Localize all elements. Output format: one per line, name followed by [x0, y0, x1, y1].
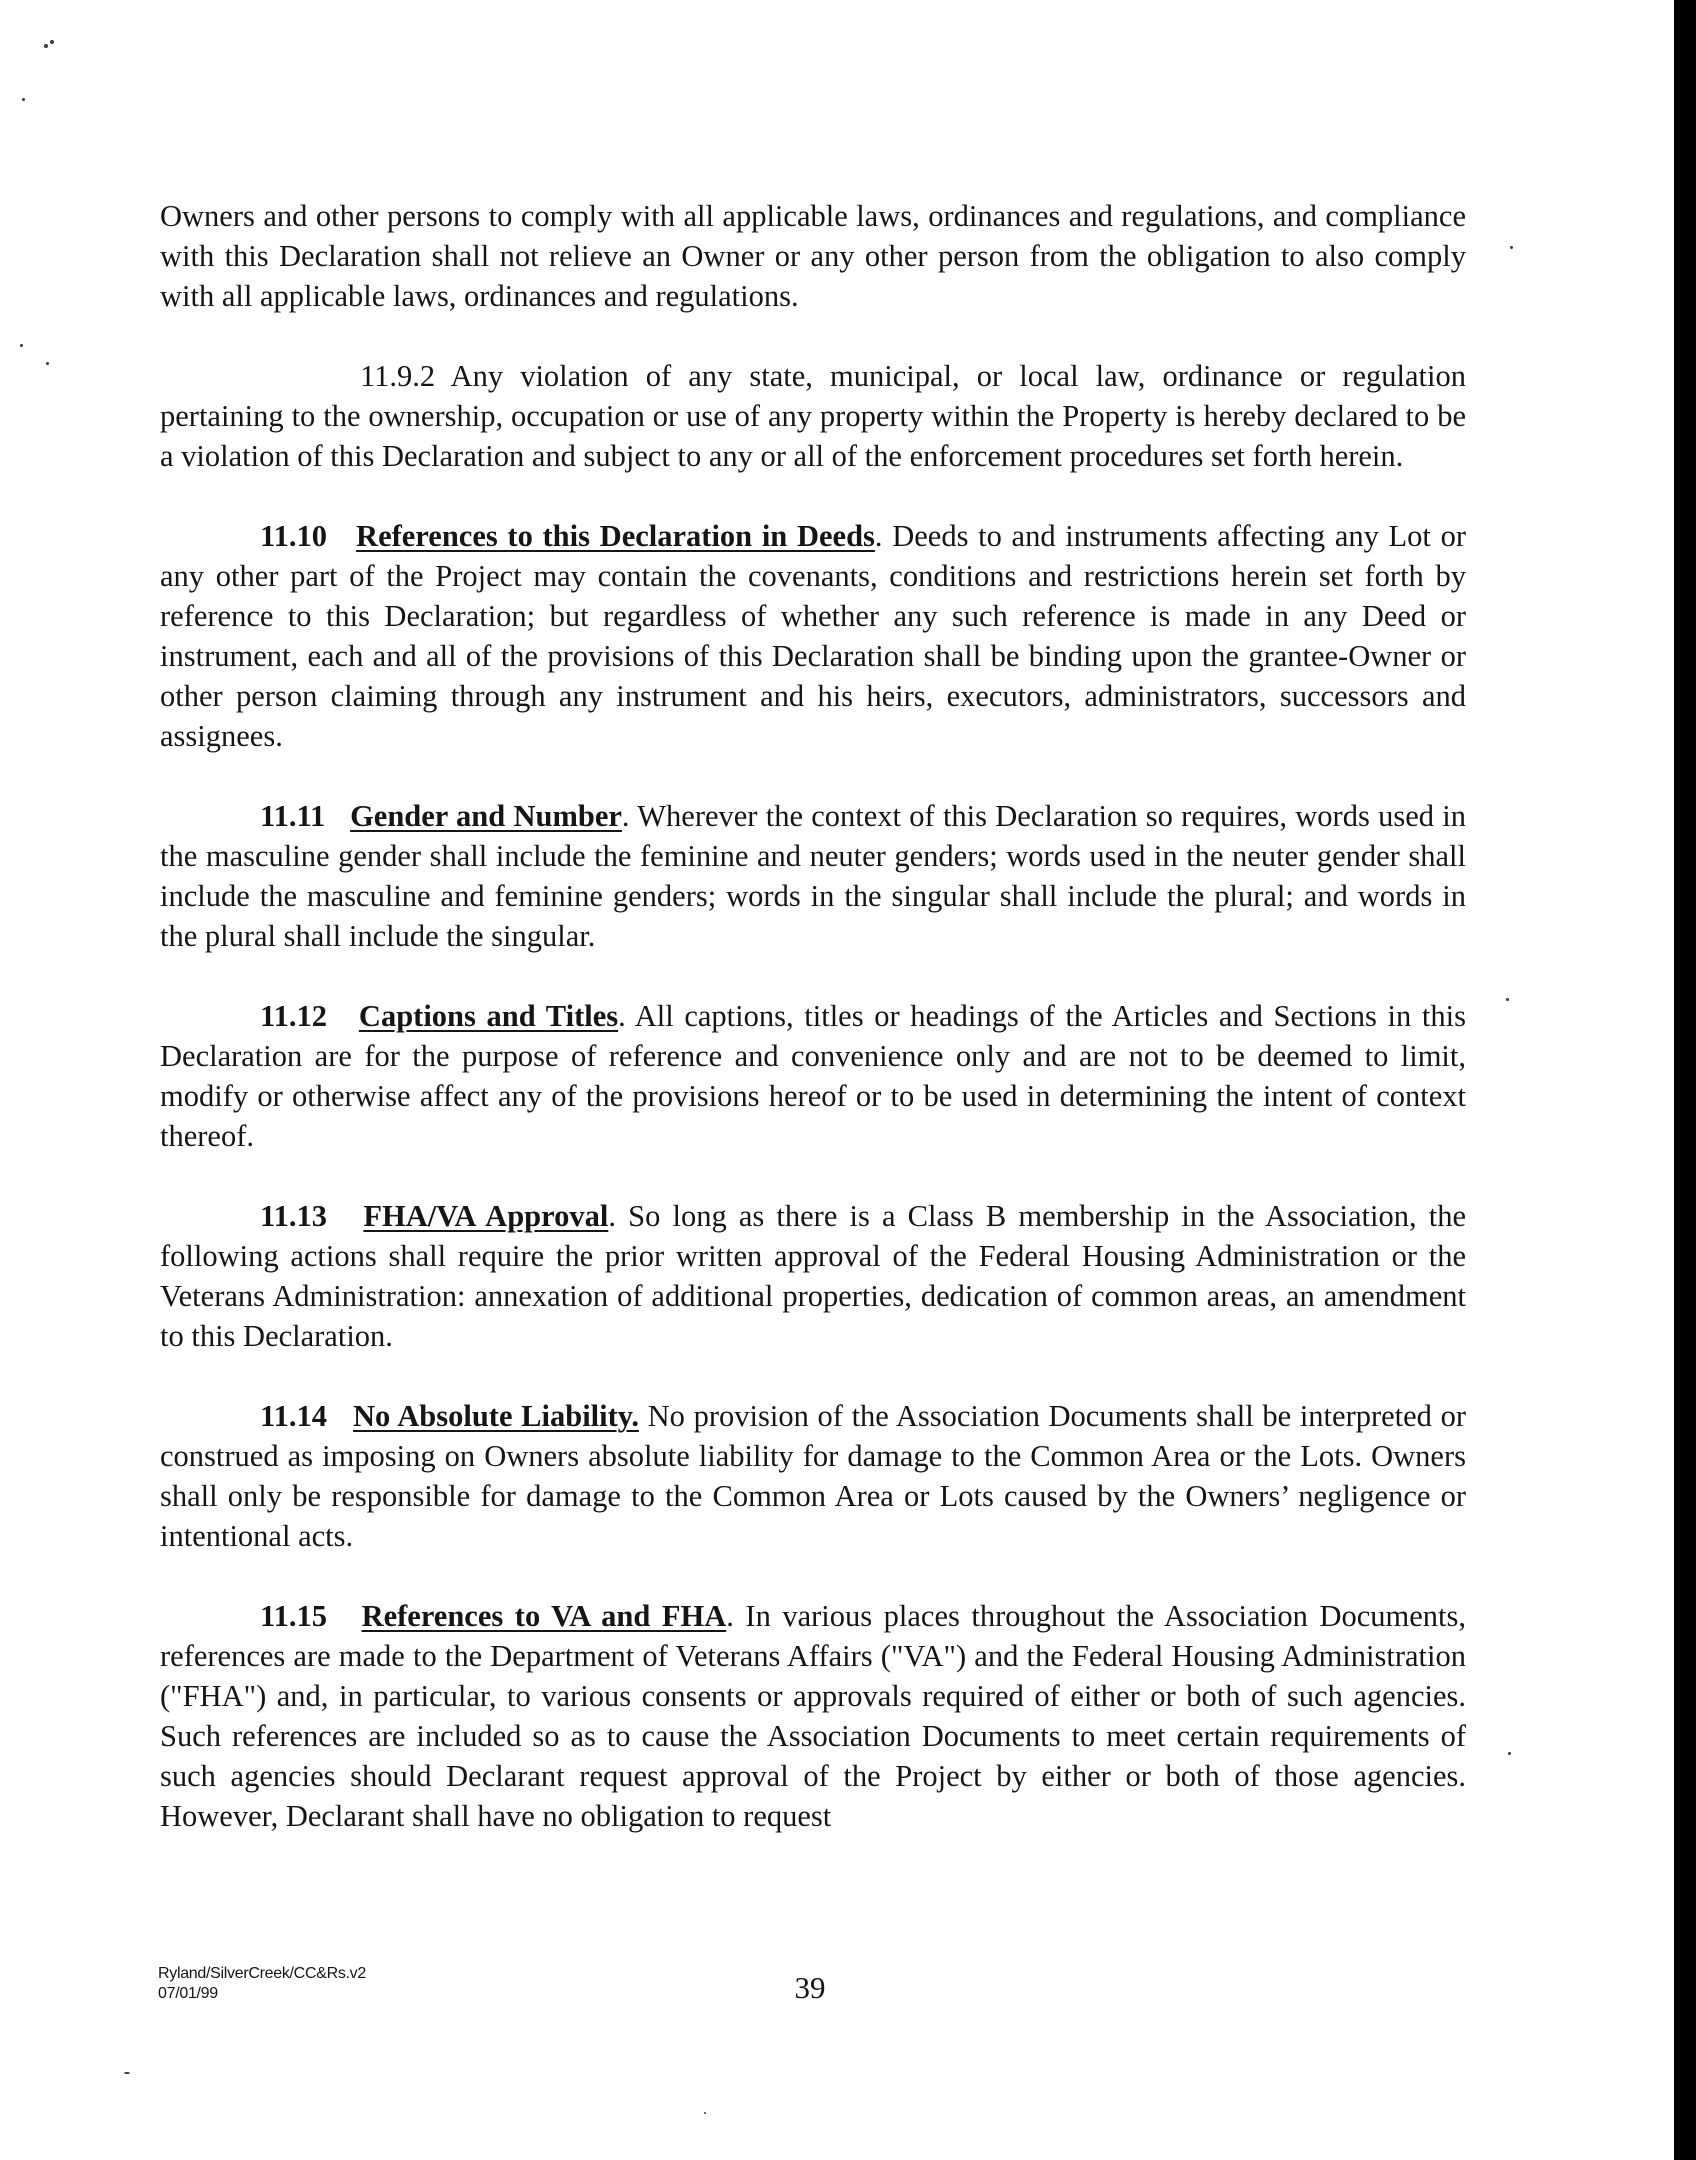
- section-text: . All captions, titles or headings of the Articles and Sections in this Declaration are for the purpose of reference and convenience only and are not to be deemed to limit, modify or otherwise affect any of the provisions hereof or to be used in determining the intent of context thereof.: [160, 999, 1467, 1153]
- scan-speck: [124, 2072, 130, 2074]
- section-title: FHA/VA Approval: [363, 1199, 609, 1233]
- section-text: . In various places throughout the Association Documents, references are made to the Department of Veterans Affairs ("VA") and the Federal Housing Administration ("FHA") and, in particular, to various consents or approvals required of either or both of such agencies. Such references are included so as to cause the Association Documents to meet certain requirements of such agencies should Declarant request approval of the Project by either or both of those agencies. However, Declarant shall have no obligation to request: [160, 1599, 1467, 1833]
- scan-speck: [50, 40, 54, 44]
- paragraph-continuation: [160, 196, 1466, 316]
- section-number: 11.11: [260, 799, 326, 833]
- section-number: 11.10: [260, 519, 327, 553]
- scan-edge-bar: [1674, 0, 1696, 2160]
- scan-speck: [1508, 1752, 1511, 1755]
- footer-doc-ref: Ryland/SilverCreek/CC&Rs.v2: [158, 1965, 366, 1982]
- section-title: Gender and Number: [350, 799, 622, 833]
- scan-speck: [20, 344, 23, 347]
- section-11-11: [160, 796, 1466, 956]
- section-title: References to this Declaration in Deeds: [356, 519, 875, 553]
- scan-speck: [1506, 998, 1509, 1001]
- footer-document-reference: [158, 1964, 366, 2004]
- section-text: . So long as there is a Class B membership in the Association, the following actions shall require the prior written approval of the Federal Housing Administration or the Veterans Administration: annexation of additional properties, dedication of common areas, an amendment to this Declaration.: [160, 1199, 1466, 1353]
- section-11-13: [160, 1196, 1466, 1356]
- scan-speck: [44, 44, 48, 48]
- paragraph-11-9-2: [160, 356, 1466, 476]
- section-11-12: [160, 996, 1466, 1156]
- document-body: [160, 196, 1466, 1836]
- section-title: References to VA and FHA: [361, 1599, 727, 1633]
- section-11-14: [160, 1396, 1466, 1556]
- scan-speck: [22, 98, 25, 101]
- scan-speck: [704, 2112, 706, 2114]
- section-11-15: [160, 1596, 1466, 1836]
- section-title: Captions and Titles: [358, 999, 619, 1033]
- section-text: . Wherever the context of this Declaration so requires, words used in the masculine gender shall include the feminine and neuter genders; words used in the neuter gender shall include the masculine and feminine genders; words in the singular shall include the plural; and words in the plural shall include the singular.: [160, 799, 1466, 953]
- section-number: 11.15: [260, 1599, 327, 1633]
- page-number: 39: [794, 1970, 826, 2005]
- section-number: 11.13: [260, 1199, 327, 1233]
- paragraph-text: 11.9.2 Any violation of any state, municipal, or local law, ordinance or regulation pertaining to the ownership, occupation or use of any property within the Property is hereby declared to be a violation of this Declaration and subject to any or all of the enforcement procedures set forth herein.: [160, 359, 1466, 473]
- paragraph-text: Owners and other persons to comply with all applicable laws, ordinances and regulations, and compliance with this Declaration shall not relieve an Owner or any other person from the obligation to also comply with all applicable laws, ordinances and regulations.: [160, 199, 1466, 313]
- scan-speck: [1510, 246, 1513, 249]
- section-text: No provision of the Association Documents shall be interpreted or construed as imposing on Owners absolute liability for damage to the Common Area or the Lots. Owners shall only be responsible for damage to the Common Area or Lots caused by the Owners’ negligence or intentional acts.: [160, 1399, 1467, 1553]
- section-number: 11.14: [260, 1399, 327, 1433]
- section-number: 11.12: [260, 999, 327, 1033]
- scan-speck: [46, 362, 49, 365]
- section-text: . Deeds to and instruments affecting any Lot or any other part of the Project may contain the covenants, conditions and restrictions herein set forth by reference to this Declaration; but regardless of whether any such reference is made in any Deed or instrument, each and all of the provisions of this Declaration shall be binding upon the grantee-Owner or other person claiming through any instrument and his heirs, executors, administrators, successors and assignees.: [160, 519, 1467, 753]
- footer-date: 07/01/99: [158, 1985, 218, 2002]
- section-title: No Absolute Liability.: [352, 1399, 639, 1433]
- section-11-10: [160, 516, 1466, 756]
